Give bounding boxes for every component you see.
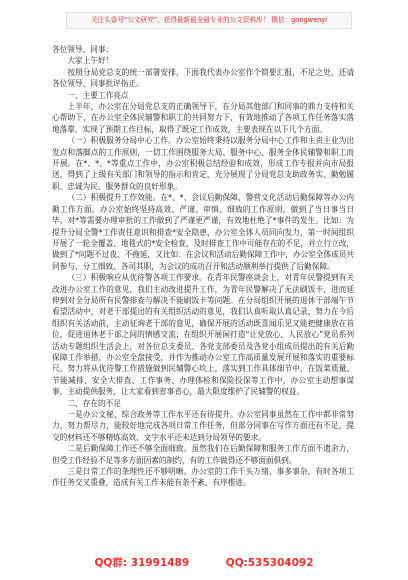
qq-group-text: QQ群: 31991489 xyxy=(94,557,190,569)
issue-paragraph: 二是后勤保障工作还不够全面细致。虽然我们在后勤保障和服务工作方面不遗余力，但受工作经验不足等多方面因素的制约，有的工作做得还不够面面俱到。 xyxy=(52,444,354,465)
document-body xyxy=(52,44,354,489)
section-heading: 一、主要工作亮点 xyxy=(67,90,129,100)
work-item-paragraph xyxy=(52,192,354,272)
work-item-body: 办公室始终秉持以服务分局中心工作和主责主业为出发点和落脚点的工作原则，一切工作围绕服务大局、服务中心、服务全体民辅警和职工而开展。在*、*、*等重点工作中，办公室积极总结经验和成效，形成工作专报并向市局报送，得到了上级有关部门和领导的指示和肯定，充分展现了分局党总支助政务实、勤勉履职、忠诚为民、服务群众的良好形象。 xyxy=(52,136,354,191)
qq-number-text: QQ:535304092 xyxy=(225,557,314,569)
section-heading: 二、存在的不足 xyxy=(67,398,121,408)
work-item-paragraph xyxy=(52,135,354,192)
work-item-body: 在青年民警座谈会上，对青年民警提到有关改进办公室工作的意见，我们主动改进提升工作，为青年民警解决了无法刷饭卡，进而延伸到对全分局所有民警排查与解决不能刷饭卡等问题。在分局组织开展的退休干部端午节看望活动中，对老干部提出的有关组织活动的意见，我们认真听取认真记录，努力在今后组织有关活动前，主动征询老干部的意见，确保开展的活动既喜闻乐见又能把健康放在首位，促进退休老干部之间的情感交流；在组织开展闲打造“让党放心、人民放心”党员系列活动专题组织生活会上，对各位总支委员、各党支部委员及各党小组成员提出的有关后勤保障工作举措，办公室全盘接受，并作为推动办公室工作高质量发展开展和落实的重要标尺。努力将从优待警工作措施做到民辅警心坎上，落实到工作具体细节中，在饭菜质量、节能减排、安全大排查、工作事务、办理体检和保险投保等工作中，办公室主动想事谋事，主动提供服务，让大家看到省事省心，最大限度维护了民辅警的权益。 xyxy=(52,273,354,397)
issue-paragraph: 一是办公文秘、综合政务等工作水平还有待提升。办公室同事虽然在工作中都非常努力，努力帮尽力，能较好地完成各项日常工作任务，但部分同事在写作方面还有不足，提交的材料还不够精炼高效，文字水平还未达到分局领导的要求。 xyxy=(52,410,354,442)
work-item-title: （二）积极提升工作效能。 xyxy=(67,193,161,203)
section-lead-paragraph: 上半年，办公室在分局党总支的正确领导下，在分局其他部门和同事的鼎力支持和关心帮助下，在办公室全体民辅警和职工的共同努力下，有效地推动了各项工作任务落实落地落靠，实现了预期工作目标，取得了既定工作成效，主要表现在以下几个方面。 xyxy=(52,102,354,134)
work-item-title: （一）积极服务分局中心工作。 xyxy=(67,136,176,146)
intro-paragraph: 按照分局党总支的统一部署安排，下面我代表办公室作个简要汇报，不足之处，还请各位领导、同事批评指正。 xyxy=(52,67,354,89)
greeting-line: 大家上午好！ xyxy=(67,56,114,66)
work-item-paragraph xyxy=(52,272,354,397)
work-item-title: （三）积极响应从优待警各项工作要求。 xyxy=(67,273,207,283)
issue-paragraph: 三是日常工作的条理性还不够明晰。办公室的工作千头万绪，事多事杂，有时各项工作任务交叉重叠，造成有关工作未能有条不紊、有序推进。 xyxy=(52,467,354,488)
salutation-line: 各位领导、同事： xyxy=(52,45,114,54)
work-item-body: 在*、*、会议后勤保障、警营文化活动后勤保障等办公内勤工作方面，办公室始终坚持高效、严谨、审慎、细致的工作原则，做到了当日事当日毕，对*等需要办理审批的工作做到了严谨更严谨，有效地杜绝了*事件的发生。比如：为提升分局全警*工作责任意识和排查*安全隐患，办公室全体人员同向发力，第一时间组织开展了一轮全覆盖、地毯式的*安全检查，及时排查工作中可能存在的不足，并立行立改，做到了*问题不过夜、不拖延，又比如：在会议和活动后勤保障工作中，办公室全体成员共同参与、分工细致、各司其职，为会议的成功召开和活动顺利举行提供了后勤保障。 xyxy=(52,193,354,271)
contact-footer xyxy=(0,555,408,570)
promo-banner: 关注头条号“公文研究”，获得最新最全最专业的公文资料库！ 微信：gongwenyi xyxy=(66,12,352,29)
